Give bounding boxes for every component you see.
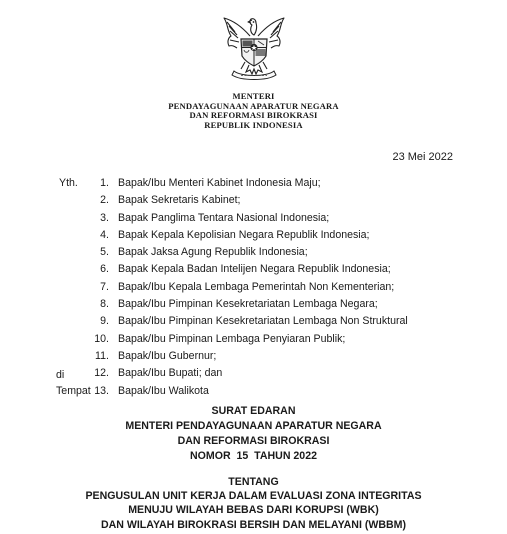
recipient-number: 5.: [100, 246, 109, 259]
recipient-item: [83, 385, 408, 402]
recipient-item: [83, 281, 408, 298]
recipient-item: [83, 246, 408, 263]
letterhead-line: DAN REFORMASI BIROKRASI: [189, 110, 318, 121]
recipient-text: Bapak/Ibu Menteri Kabinet Indonesia Maju;: [118, 177, 321, 189]
subject-line: MENUJU WILAYAH BEBAS DARI KORUPSI (WBK): [128, 504, 379, 517]
recipient-text: Bapak/Ibu Gubernur;: [118, 349, 217, 362]
recipient-number: 2.: [100, 194, 109, 207]
recipient-text: Bapak/Ibu Pimpinan Lembaga Penyiaran Publik;: [118, 332, 346, 345]
recipient-number: 7.: [100, 280, 109, 293]
recipient-text: Bapak Kepala Badan Intelijen Negara Republik Indonesia;: [118, 263, 391, 276]
recipient-text: Bapak Sekretaris Kabinet;: [118, 194, 241, 207]
document-subject: [0, 475, 507, 532]
recipient-item: [83, 367, 408, 384]
recipient-item: [83, 229, 408, 246]
recipient-item: [83, 177, 408, 194]
document-title: [0, 404, 507, 464]
recipient-text: Bapak/Ibu Kepala Lembaga Pemerintah Non Kementerian;: [118, 280, 395, 293]
recipient-number: 4.: [100, 228, 109, 241]
recipient-text: Bapak/Ibu Walikota: [118, 384, 209, 397]
recipient-number: 9.: [100, 315, 109, 328]
recipient-number: 1.: [100, 177, 109, 189]
recipient-item: [83, 350, 408, 367]
letterhead: [0, 92, 507, 130]
recipient-text: Bapak/Ibu Pimpinan Kesekretariatan Lembaga Non Struktural: [118, 315, 408, 328]
subject-line: PENGUSULAN UNIT KERJA DALAM EVALUASI ZONA INTEGRITAS: [85, 490, 422, 503]
recipient-item: [83, 315, 408, 332]
recipient-list: [83, 177, 408, 402]
recipient-number: 11.: [95, 349, 109, 362]
place-block: [56, 367, 91, 399]
recipient-text: Bapak Jaksa Agung Republik Indonesia;: [118, 246, 308, 259]
recipient-text: Bapak Panglima Tentara Nasional Indonesia;: [118, 211, 330, 224]
letterhead-line: PENDAYAGUNAAN APARATUR NEGARA: [168, 100, 339, 111]
title-line: DAN REFORMASI BIROKRASI: [177, 435, 330, 447]
recipient-item: [83, 333, 408, 350]
recipient-number: 12.: [94, 367, 109, 380]
recipient-text: Bapak/Ibu Bupati; dan: [118, 367, 223, 380]
letterhead-line: MENTERI: [232, 91, 275, 101]
recipient-item: [83, 194, 408, 211]
place-tempat: Tempat: [56, 385, 91, 397]
place-di: di: [56, 369, 65, 381]
recipient-item: [83, 212, 408, 229]
recipient-text: Bapak Kepala Kepolisian Negara Republik Indonesia;: [118, 228, 370, 241]
recipient-number: 6.: [100, 263, 109, 276]
salutation: Yth.: [59, 177, 78, 189]
title-number: NOMOR 15 TAHUN 2022: [190, 450, 317, 462]
recipient-item: [83, 298, 408, 315]
recipient-number: 13.: [94, 384, 109, 397]
subject-line: DAN WILAYAH BIROKRASI BERSIH DAN MELAYANI (WBBM): [100, 518, 407, 531]
letterhead-line: REPUBLIK INDONESIA: [204, 119, 303, 130]
recipient-item: [83, 263, 408, 280]
letter-date: 23 Mei 2022: [392, 151, 453, 163]
recipient-number: 3.: [100, 211, 109, 224]
recipient-text: Bapak/Ibu Pimpinan Kesekretariatan Lembaga Negara;: [118, 298, 378, 311]
garuda-emblem-icon: [219, 12, 289, 82]
title-line: SURAT EDARAN: [211, 405, 296, 417]
recipient-number: 8.: [100, 298, 109, 311]
recipient-number: 10.: [94, 332, 109, 345]
title-line: MENTERI PENDAYAGUNAAN APARATUR NEGARA: [125, 420, 382, 432]
subject-heading: TENTANG: [228, 476, 279, 488]
